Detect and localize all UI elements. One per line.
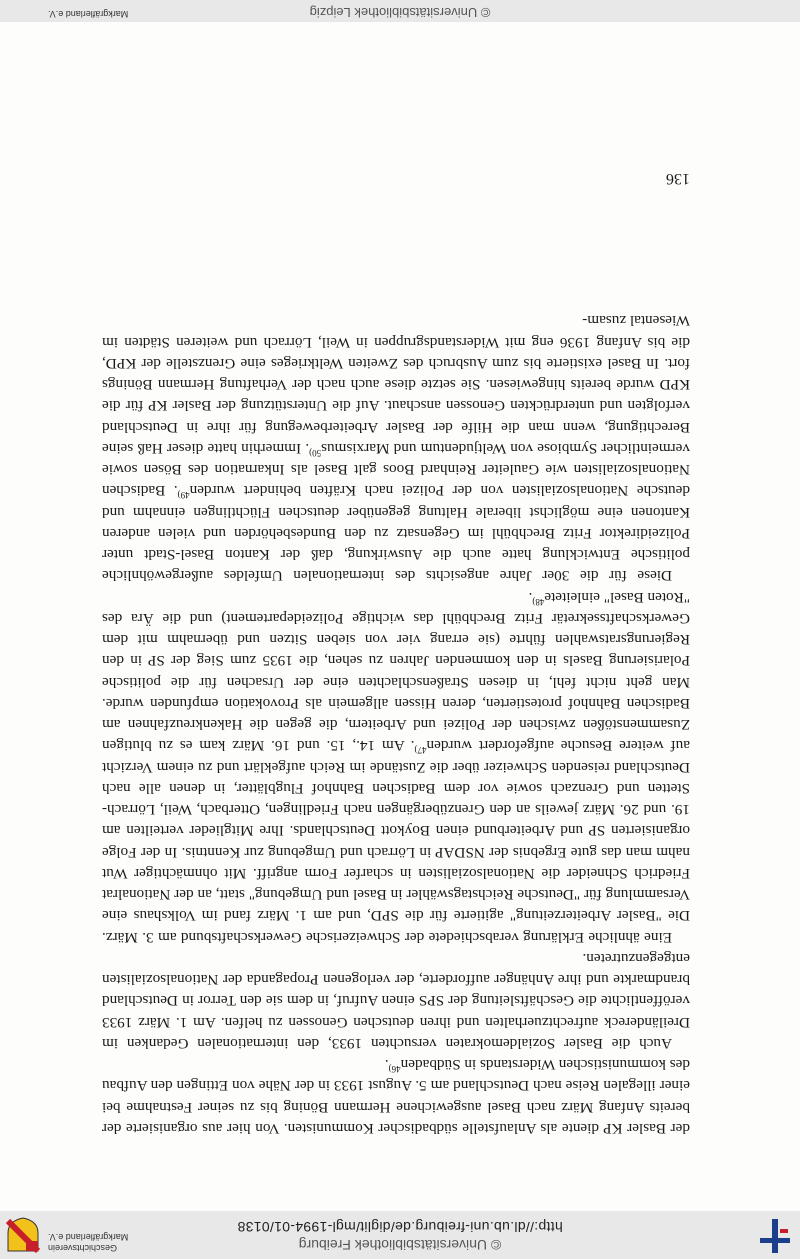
header-band [0, 1211, 800, 1259]
footnote-ref[interactable]: 46) [388, 1064, 401, 1075]
footnote-ref[interactable]: 47) [414, 745, 427, 756]
footnote-ref[interactable]: 48) [532, 596, 545, 607]
footer-band [0, 0, 800, 22]
library-credit: © Universitätsbibliothek Freiburg [298, 1237, 502, 1253]
paragraph: der Basler KP diente als Anlaufstelle südbadischer Kommunisten. Von hier aus organisierte der bereits Anfang März nach Basel ausgewichene Hermann Böning bis zu seiner Festnahme bei einer illegalen Reise nach Deutschland am 5. August 1933 in der Nähe von Ettingen den Aufbau des kommunistischen Widerstands in Südbaden$^{46)}$. [102, 1056, 690, 1137]
body-text [102, 310, 690, 1139]
coat-of-arms-icon [6, 1217, 40, 1253]
footnote-ref[interactable]: 49) [177, 490, 190, 501]
paragraph: Diese für die 30er Jahre angesichts des internationalen Umfeldes außergewöhnliche politische Entwicklung hatte auch die Auswirkung, daß der Kanton Basel-Stadt unter Polizeidirektor Fritz Brechbühl im Gegensatz zu den Bundesbehörden und vielen anderen Kantonen eine möglichst liberale Haltung gegenüber deutschen Flüchtlingen einnahm und deutsche Nationalsozialisten von der Polizei nach Kräften behindert wurden$^{49)}$. Badischen Nationalsozialisten wie Gauleiter Reinhard Boos galt Basel als Inkarnation des Bösen sowie vermeintlicher Symbiose von Weltjudentum und Marxismus$^{50)}$. Immerhin hatte dieser Haß seine Berechtigung, wenn man die Hilfe der Basler Arbeiterbewegung für ihre in Deutschland verfolgten und unterdrückten Genossen anschaut. Auf die Unterstützung der Basler KP für die KPD wurde bereits hingewiesen. Sie setzte diese auch nach der Verhaftung Hermann Bönings fort. In Basel existierte bis zum Ausbruch des Zweiten Weltkrieges eine Grenzstelle der KPD, die bis Anfang 1936 eng mit Widerstandsgruppen in Weil, Lörrach und weiteren Städten im Wiesental zusam- [101, 312, 690, 585]
footnote-ref[interactable]: 50) [309, 448, 322, 459]
paragraph: Auch die Basler Sozialdemokraten versuchten 1933, den internationalen Gedanken im Dreiländereck aufrechtzuerhalten und ihren deutschen Genossen zu helfen. Am 1. März 1933 veröffentlichte die Geschäftsleitung der SPS einen Aufruf, in dem sie den Terror in Deutschland brandmarkte und ihre Anhänger aufforderte, der verlogenen Propaganda der Nationalsozialisten entgegenzutreten. [102, 950, 690, 1052]
page-number: 136 [666, 170, 690, 187]
paragraph: Eine ähnliche Erklärung verabschiedete der Schweizerische Gewerkschaftsbund am 3. März. Die "Basler Arbeiterzeitung" agitierte für die SPD, und am 1. März fand im Volkshaus eine Versammlung für "Deutsche Reichstagswähler in Basel und Umgebung" statt, an der Nationalrat Friedrich Schneider die Nationalsozialisten in scharfer Form angriff. Mit ohnmächtiger Wut nahm man das gute Ergebnis der NSDAP in Lörrach und Umgebung zur Kenntnis. In der Folge organisierten SP und Arbeiterbund einen Boykott Deutschlands. Ihre Mitglieder verteilten am 19. und 26. März jeweils an den Grenzübergängen nach Friedlingen, Otterbach, Weil, Lörrach-Stetten und Grenzach sowie vor dem Badischen Bahnhof Flugblätter, in denen alle nach Deutschland reisenden Schweizer über die Zustände im Reich aufgeklärt und zu einem Verzicht auf weitere Besuche aufgefordert wurden$^{47)}$. Am 14., 15. und 16. März kam es zu blutigen Zusammenstößen zwischen der Polizei und Arbeitern, die gegen die Hakenkreuzfahnen am Badischen Bahnhof protestierten, deren Hissen allgemein als Provokation empfunden wurde. Man geht nicht fehl, in diesen Straßenschlachten eine der Ursachen für die politische Polarisierung Basels in den kommenden Jahren zu sehen, die 1935 zum Sieg der SP in den Regierungsratswahlen führte (sie errang vier von sieben Sitzen und übernahm mit dem Gewerkschaftssekretär Fritz Brechbühl das wichtige Polizeidepartement) und die Ära des "Roten Basel" einleitete$^{48)}$. [102, 588, 690, 946]
source-url[interactable]: http://dl.ub.uni-freiburg.de/diglit/mgl-1994-01/0138 [237, 1219, 563, 1235]
library-credit: © Universitätsbibliothek Leipzig [309, 5, 491, 20]
association-name: Markgräflerland e.V. [48, 9, 129, 19]
association-name: Geschichtsverein Markgräflerland e.V. [48, 1232, 129, 1253]
